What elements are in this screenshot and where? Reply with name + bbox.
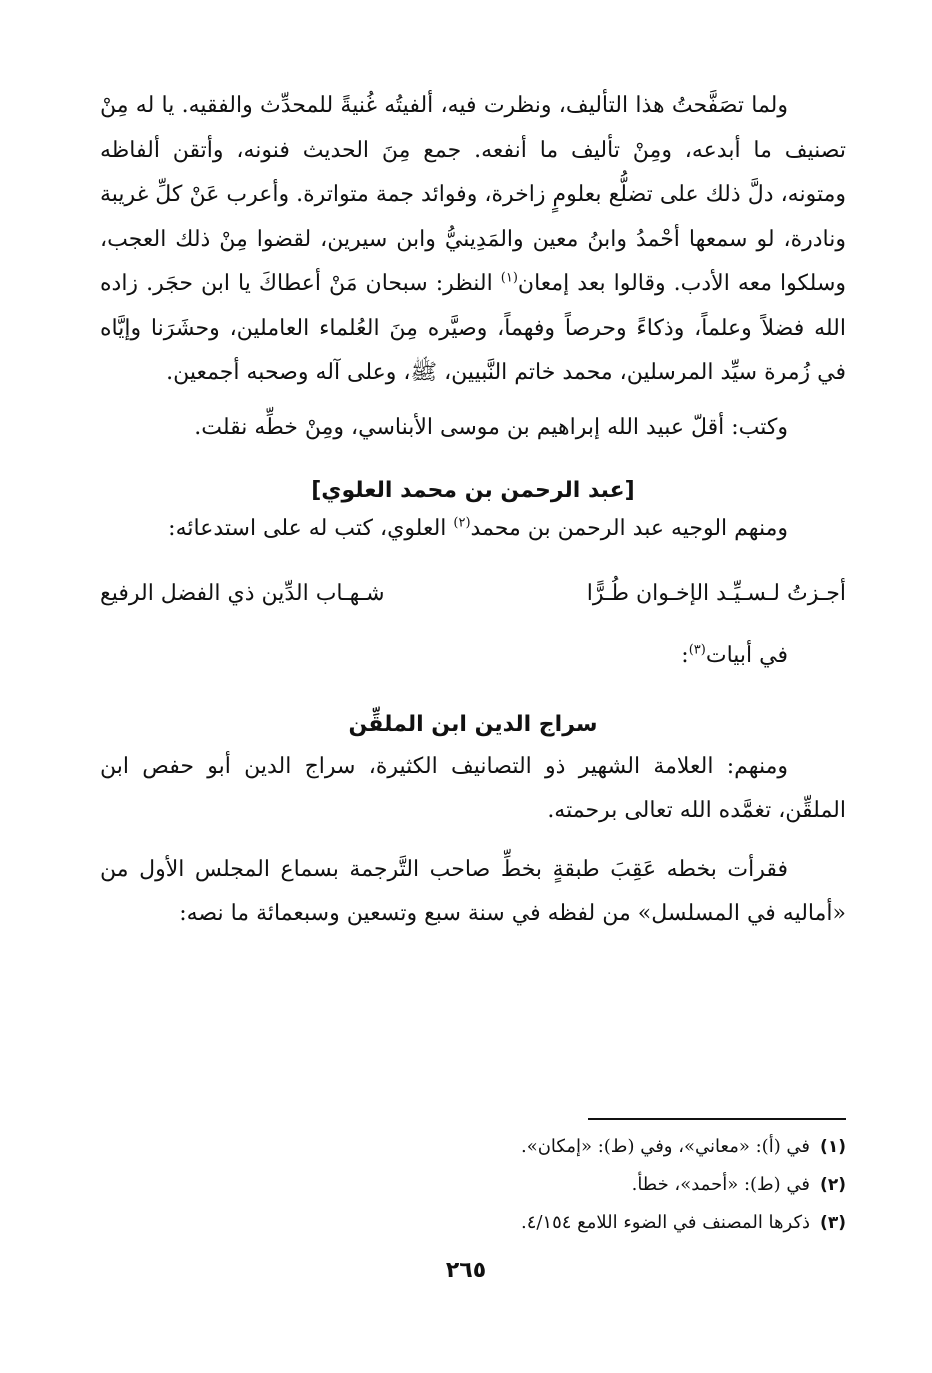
footnote-divider (588, 1118, 846, 1120)
footnote-text: ذكرها المصنف في الضوء اللامع ٤/١٥٤. (520, 1212, 811, 1233)
footnote-ref-2[interactable]: (٢) (453, 515, 471, 531)
footnote-ref-1[interactable]: (١) (500, 270, 518, 286)
opening-paragraph (100, 84, 846, 396)
footnote-number: (٣) (820, 1213, 846, 1233)
footnote-item (100, 1204, 846, 1242)
section-heading-alawi: [عبد الرحمن بن محمد العلوي] (311, 478, 635, 503)
verse-first-hemistich: أجـزتُ لـسـيِّـد الإخـوان طُـرًّا (586, 580, 846, 606)
poem-verse (100, 572, 846, 616)
paragraph-text: ومنهم الوجيه عبد الرحمن بن محمد (470, 516, 788, 541)
ibn-mulaqqin-paragraph: ومنهم: العلامة الشهير ذو التصانيف الكثيرة، سراج الدين أبو حفص ابن الملقِّن، تغمَّده الله تعالى برحمته. (100, 753, 846, 823)
footnote-number: (٢) (820, 1175, 846, 1195)
footnote-item (100, 1166, 846, 1204)
footnote-text: في (ط): «أحمد»، خطأ. (631, 1174, 811, 1195)
footnote-number: (١) (820, 1137, 846, 1157)
after-verse-line (100, 634, 846, 678)
footnote-text: في (أ): «معاني»، وفي (ط): «إمكان». (520, 1136, 811, 1157)
colophon-paragraph: وكتب: أقلّ عبيد الله إبراهيم بن موسى الأبناسي، ومِنْ خطِّه نقلت. (194, 414, 788, 440)
reading-paragraph: فقرأت بخطه عَقِبَ طبقةٍ بخطِّ صاحب التَّرجمة بسماع المجلس الأول من «أماليه في المسلسل» من لفظه في سنة سبع وتسعين وسبعمائة ما نصه: (100, 856, 846, 926)
paragraph-text-continued: العلوي، كتب له على استدعائه: (168, 516, 454, 541)
alawi-paragraph (100, 507, 846, 552)
paragraph-text: ولما تصَفَّحتُ هذا التأليف، ونظرت فيه، ألفيتُه غُنيةً للمحدِّث والفقيه. يا له مِنْ تصنيف ما أبدعه، ومِنْ تأليف ما أنفعه. جمع مِنَ الحديث فنونه، وأتقن ألفاظه ومتونه، دلَّ ذلك على تضلُّع بعلومٍ زاخرة، وفوائد جمة متواترة. وأعرب عَنْ كلِّ غريبة ونادرة، لو سمعها أحْمدُ وابنُ معين والمَدِينيُّ وابن سيرين، لقضوا مِنْ ذلك العجب، وسلكوا معه الأدب. وقالوا بعد إمعان (100, 93, 846, 296)
footnote-ref-3[interactable]: (٣) (688, 642, 706, 658)
page-body (100, 84, 846, 937)
paragraph-text-continued: النظر: سبحان مَنْ أعطاكَ يا ابن حجَر. زاده الله فضلاً وعلماً، وذكاءً وحرصاً وفهماً، وصيَّره مِنَ العُلماء العاملين، وحشَرَنا وإيَّاه في زُمرة سيِّد المرسلين، محمد خاتم النَّبيين، ﷺ، وعلى آله وصحبه أجمعين. (100, 271, 846, 385)
footnotes (100, 1128, 846, 1242)
verse-second-hemistich: شـهـاب الدِّين ذي الفضل الرفيع (100, 580, 385, 606)
section-heading-ibn-mulaqqin: سراج الدين ابن الملقِّن (348, 711, 598, 737)
after-verse-text: في أبيات (705, 642, 788, 668)
after-verse-colon: : (681, 642, 689, 668)
page-number: ٢٦٥ (445, 1258, 487, 1283)
footnote-item (100, 1128, 846, 1166)
